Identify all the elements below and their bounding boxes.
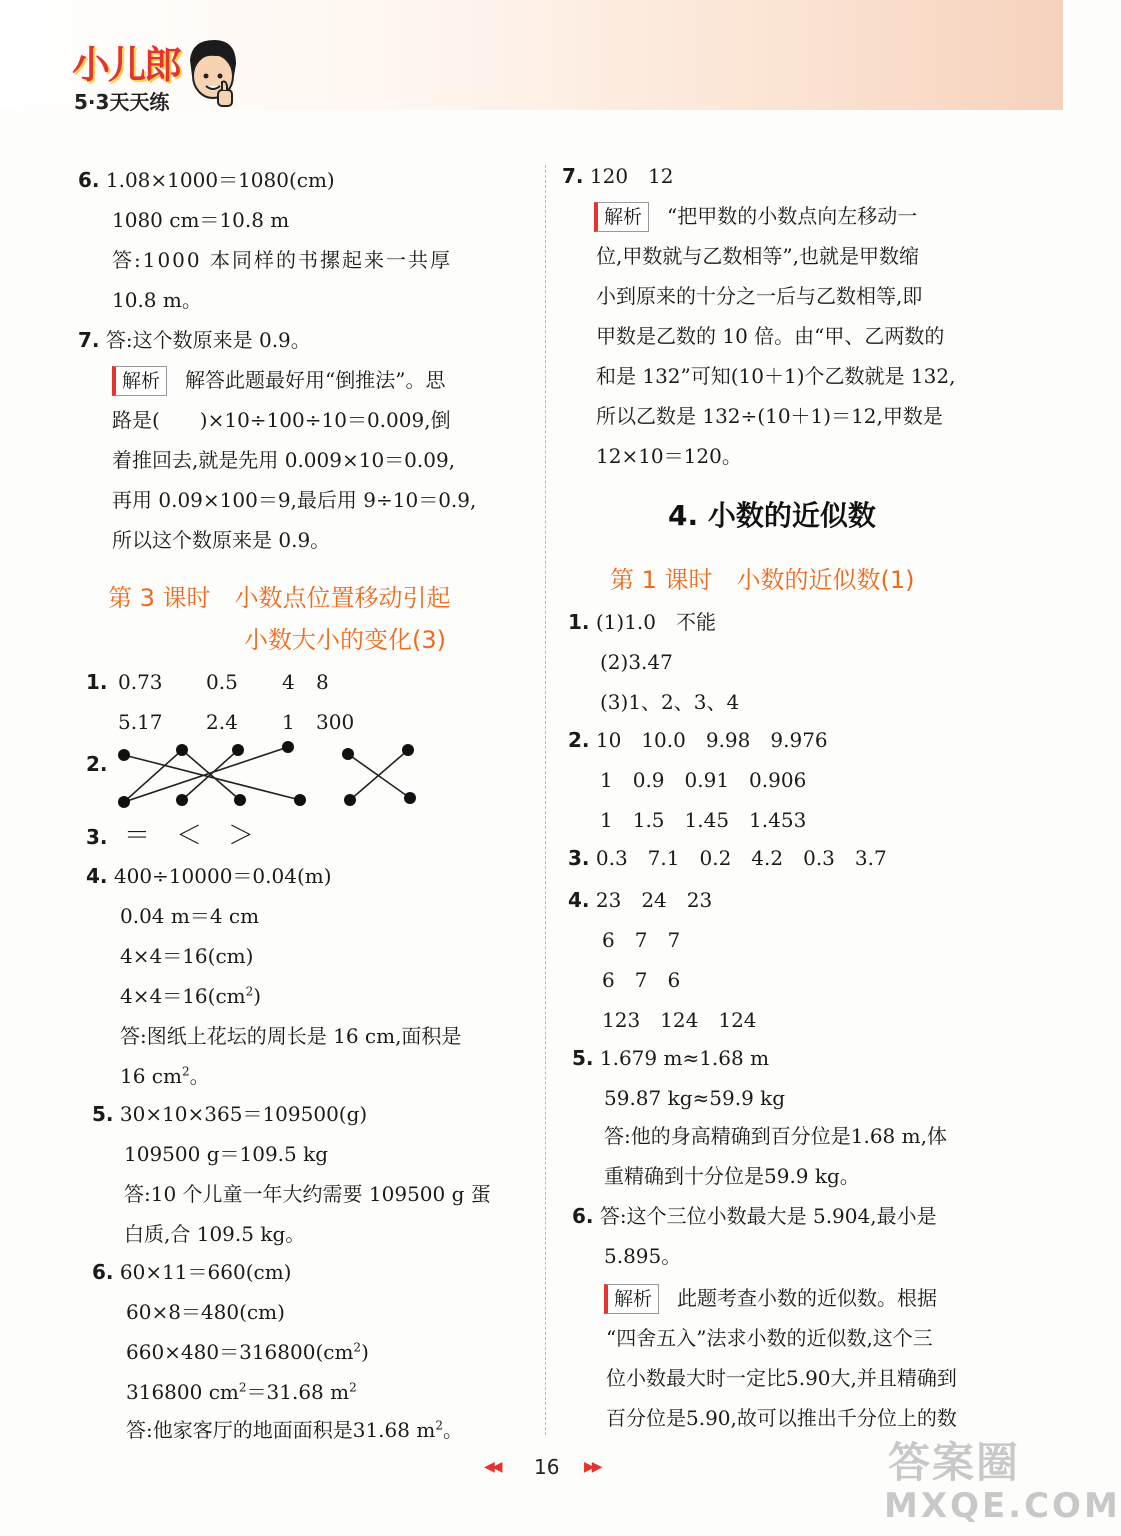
- analysis-tag: 解析: [112, 366, 167, 396]
- analysis-3-line2: “四舍五入”法求小数的近似数,这个三: [606, 1326, 933, 1350]
- watermark-logo-text: 答案圈: [888, 1438, 1021, 1487]
- right-q4-line1: 4. 23 24 23: [568, 888, 713, 912]
- q1-row1-d: 8: [316, 670, 329, 694]
- right-q4-line4: 123 124 124: [602, 1008, 757, 1032]
- right-q7-line1: 7. 120 12: [562, 164, 674, 188]
- matching-diagram: [110, 742, 430, 812]
- q1-row2-c: 1: [282, 710, 295, 734]
- lesson-3-title-line2: 小数大小的变化(3): [244, 626, 446, 654]
- left-q6-line1: 6. 1.08×1000＝1080(cm): [78, 168, 335, 192]
- left-q4-line1: 4. 400÷10000＝0.04(m): [86, 864, 332, 888]
- analysis-1-line4: 再用 0.09×100＝9,最后用 9÷10＝0.9,: [112, 488, 477, 512]
- match-dot: [232, 744, 244, 756]
- match-dot: [294, 794, 306, 806]
- q1-row1-c: 4: [282, 670, 295, 694]
- left-q6-line4: 10.8 m。: [112, 288, 202, 312]
- right-q6-line2: 5.895。: [604, 1244, 682, 1268]
- left-q6-line2: 1080 cm＝10.8 m: [112, 208, 290, 232]
- match-dot: [282, 741, 294, 753]
- lesson-1-title: 第 1 课时 小数的近似数(1): [610, 566, 915, 594]
- right-q2-line1: 2. 10 10.0 9.98 9.976: [568, 728, 828, 752]
- lesson-3-title-line1: 第 3 课时 小数点位置移动引起: [108, 584, 451, 612]
- left-q6-line3: 答:1000 本同样的书摞起来一共厚: [112, 248, 452, 272]
- analysis-1-line3: 着推回去,就是先用 0.009×10＝0.09,: [112, 448, 456, 472]
- right-q1-line3: (3)1、2、3、4: [600, 690, 740, 714]
- right-q5-line2: 59.87 kg≈59.9 kg: [604, 1086, 786, 1110]
- analysis-3-line3: 位小数最大时一定比5.90大,并且精确到: [606, 1366, 957, 1390]
- left-q1-number: 1.: [86, 670, 108, 694]
- analysis-2-line4: 甲数是乙数的 10 倍。由“甲、乙两数的: [596, 324, 945, 348]
- q1-row1-b: 0.5: [206, 670, 238, 694]
- right-q4-line2: 6 7 7: [602, 928, 681, 952]
- left-q6b-line2: 60×8＝480(cm): [126, 1300, 285, 1324]
- match-dot: [176, 744, 188, 756]
- brand-name: 小儿郎: [72, 43, 181, 87]
- column-divider: [545, 165, 546, 1435]
- next-arrows-icon: ▶▶: [584, 1459, 600, 1475]
- q1-row2-a: 5.17: [118, 710, 163, 734]
- match-dot: [342, 748, 354, 760]
- analysis-1-line2: 路是( )×10÷100÷10＝0.009,倒: [112, 408, 451, 432]
- left-q7-line1: 7. 答:这个数原来是 0.9。: [78, 328, 311, 352]
- analysis-1-line1: 解析 解答此题最好用“倒推法”。思: [112, 360, 445, 400]
- right-q4-line3: 6 7 6: [602, 968, 681, 992]
- match-dot: [402, 744, 414, 756]
- analysis-2-line6: 所以乙数是 132÷(10＋1)＝12,甲数是: [596, 404, 943, 428]
- left-q6b-line4: 316800 $cm^2=31.68$ $m^2$: [126, 1380, 357, 1404]
- left-q2-number: 2.: [86, 752, 108, 776]
- q1-row2-b: 2.4: [206, 710, 238, 734]
- match-dot: [176, 794, 188, 806]
- analysis-tag: 解析: [604, 1284, 659, 1314]
- match-dot: [404, 792, 416, 804]
- left-q5-line2: 109500 g＝109.5 kg: [124, 1142, 329, 1166]
- right-q2-line3: 1 1.5 1.45 1.453: [600, 808, 807, 832]
- left-q6b-line5: 答:他家客厅的地面面积是31.68 $m^2$。: [126, 1418, 463, 1442]
- q1-row2-d: 300: [316, 710, 355, 734]
- page-number: 16: [534, 1455, 560, 1479]
- mascot-icon: [182, 36, 242, 110]
- left-q6b-line1: 6. 60×11＝660(cm): [92, 1260, 292, 1284]
- right-q5-line4: 重精确到十分位是59.9 kg。: [604, 1164, 860, 1188]
- analysis-2-line7: 12×10＝120。: [596, 444, 742, 468]
- brand-subtitle: 5·3天天练: [74, 90, 170, 114]
- analysis-2-line5: 和是 132”可知(10＋1)个乙数就是 132,: [596, 364, 956, 388]
- watermark: [860, 1430, 1121, 1534]
- analysis-3-line4: 百分位是5.90,故可以推出千分位上的数: [606, 1406, 957, 1430]
- brand-logo: [64, 34, 244, 120]
- left-q4-line3: 4×4＝16(cm): [120, 944, 254, 968]
- left-q4-line6: 16 $cm^2$。: [120, 1064, 210, 1088]
- analysis-tag: 解析: [594, 202, 649, 232]
- watermark-domain: MXQE.COM: [884, 1486, 1121, 1526]
- right-q6-line1: 6. 答:这个三位小数最大是 5.904,最小是: [572, 1204, 937, 1228]
- left-q5-line3: 答:10 个儿童一年大约需要 109500 g 蛋: [124, 1182, 491, 1206]
- right-q5-line1: 5. 1.679 m≈1.68 m: [572, 1046, 770, 1070]
- left-q5-line4: 白质,合 109.5 kg。: [124, 1222, 306, 1246]
- analysis-2-line3: 小到原来的十分之一后与乙数相等,即: [596, 284, 923, 308]
- left-q6b-line3: $660\times 480=316800(cm^2)$: [126, 1340, 369, 1364]
- right-q5-line3: 答:他的身高精确到百分位是1.68 m,体: [604, 1124, 947, 1148]
- match-dot: [234, 794, 246, 806]
- left-q4-line2: 0.04 m＝4 cm: [120, 904, 260, 928]
- right-q1-line1: 1. (1)1.0 不能: [568, 610, 717, 634]
- left-q3: 3. ＝ ＜ ＞: [86, 821, 255, 851]
- match-dot: [118, 796, 130, 808]
- left-q4-line5: 答:图纸上花坛的周长是 16 cm,面积是: [120, 1024, 462, 1048]
- section-4-title: 4. 小数的近似数: [668, 499, 876, 532]
- right-q1-line2: (2)3.47: [600, 650, 673, 674]
- analysis-2-line1: 解析 “把甲数的小数点向左移动一: [594, 196, 917, 236]
- left-q5-line1: 5. 30×10×365＝109500(g): [92, 1102, 368, 1126]
- right-q2-line2: 1 0.9 0.91 0.906: [600, 768, 807, 792]
- analysis-1-line5: 所以这个数原来是 0.9。: [112, 528, 331, 552]
- prev-arrows-icon: ◀◀: [484, 1459, 500, 1475]
- right-q3-line1: 3. 0.3 7.1 0.2 4.2 0.3 3.7: [568, 846, 887, 870]
- analysis-2-line2: 位,甲数就与乙数相等”,也就是甲数缩: [596, 244, 919, 268]
- q1-row1-a: 0.73: [118, 670, 163, 694]
- match-dot: [118, 749, 130, 761]
- match-dot: [344, 794, 356, 806]
- left-q4-line4: $4\times 4=16(cm^2)$: [120, 984, 262, 1008]
- analysis-3-line1: 解析 此题考查小数的近似数。根据: [604, 1278, 937, 1318]
